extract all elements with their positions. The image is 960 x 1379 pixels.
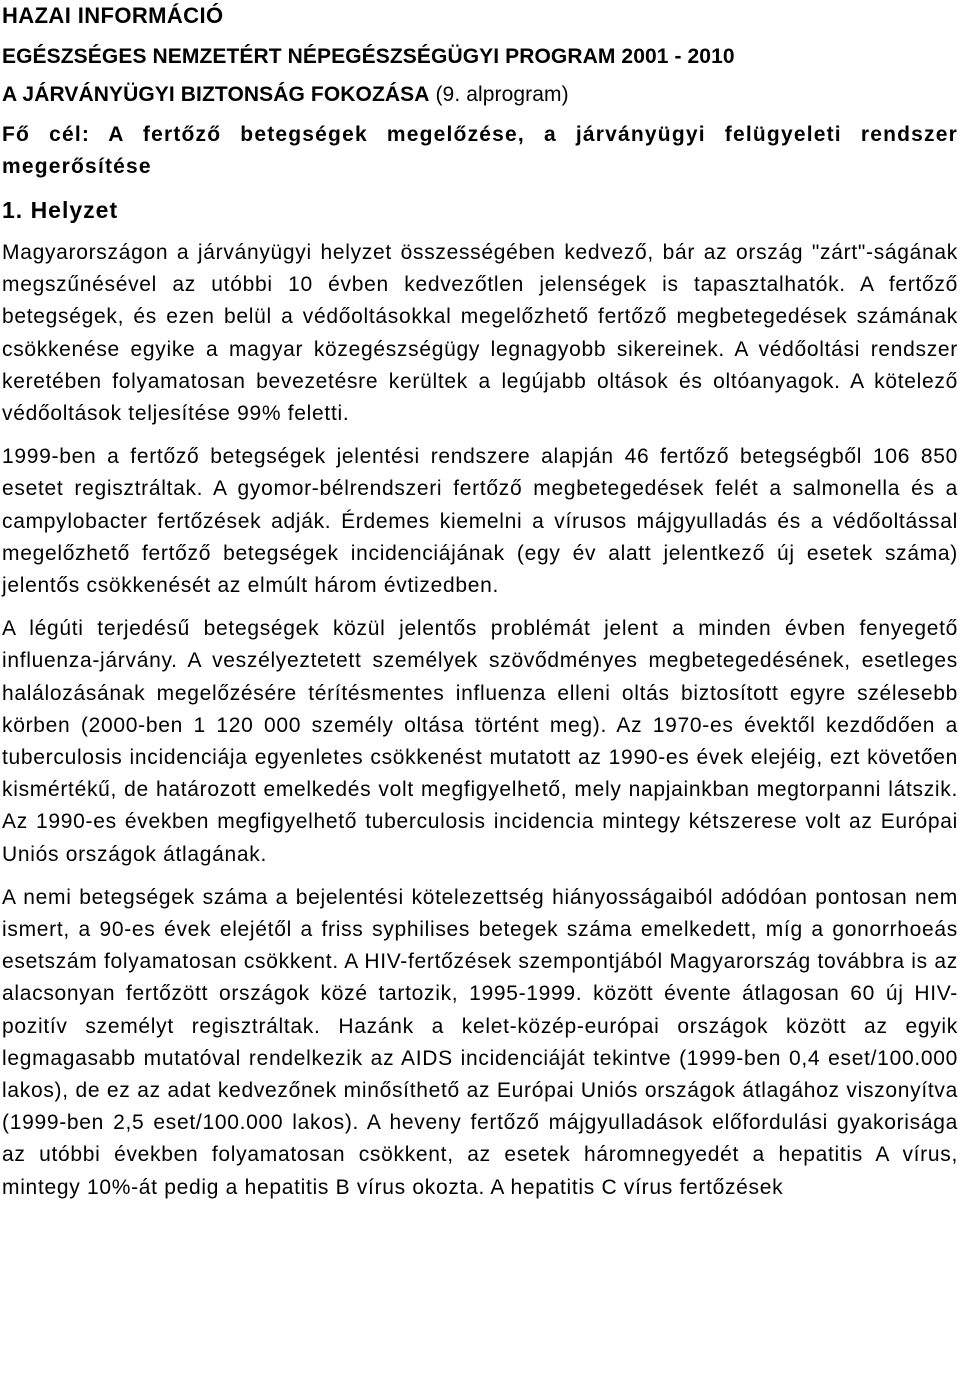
paragraph: 1999-ben a fertőző betegségek jelentési rendszere alapján 46 fertőző betegségből 106 850 esetet regisztráltak. A gyomor-bélrendszeri fertőző megbetegedések felét a salmonella és a campylobacter fertőzések adják. Érdemes kiemelni a vírusos májgyulladás és a védőoltással megelőzhető fertőző betegségek incidenciájának (egy év alatt jelentkező új esetek száma) jelentős csökkenését az elmúlt három évtizedben.	[2, 445, 958, 598]
header-title: HAZAI INFORMÁCIÓ	[2, 3, 224, 28]
section-title: 1. Helyzet	[2, 197, 119, 223]
program-title: EGÉSZSÉGES NEMZETÉRT NÉPEGÉSZSÉGÜGYI PROGRAM 2001 - 2010	[2, 45, 735, 68]
paragraph: Magyarországon a járványügyi helyzet összességében kedvező, bár az ország "zárt"-ságának megszűnésével az utóbbi 10 évben kedvezőtlen jelenségek is tapasztalhatók. A fertőző betegségek, és ezen belül a védőoltásokkal megelőzhető fertőző megbetegedések számának csökkenése egyike a magyar közegészségügy legnagyobb sikereinek. A védőoltási rendszer keretében folyamatosan bevezetésre kerültek a legújabb oltások és oltóanyagok. A kötelező védőoltások teljesítése 99% feletti.	[2, 241, 958, 426]
paragraph: A nemi betegségek száma a bejelentési kötelezettség hiányosságaiból adódóan pontosan nem ismert, a 90-es évek elejétől a friss syphilises betegek száma emelkedett, míg a gonorrhoeás esetszám folyamatosan csökkent. A HIV-fertőzések szempontjából Magyarország továbbra is az alacsonyan fertőzött országok közé tartozik, 1995-1999. között évente átlagosan 60 új HIV-pozitív személyt regisztráltak. Hazánk a kelet-közép-európai országok között az egyik legmagasabb mutatóval rendelkezik az AIDS incidenciáját tekintve (1999-ben 0,4 eset/100.000 lakos), de ez az adat kedvezőnek minősíthető az Európai Uniós országok átlagához viszonyítva (1999-ben 2,5 eset/100.000 lakos). A heveny fertőző májgyulladások előfordulási gyakorisága az utóbbi években folyamatosan csökkent, az esetek háromnegyedét a hepatitis A vírus, mintegy 10%-át pedig a hepatitis B vírus okozta. A hepatitis C vírus fertőzések	[2, 885, 958, 1199]
subprogram-number: (9. alprogram)	[429, 83, 569, 106]
paragraph: A légúti terjedésű betegségek közül jelentős problémát jelent a minden évben fenyegető influenza-járvány. A veszélyeztetett személyek szövődményes megbetegedésének, esetleges halálozásának megelőzésére térítésmentes influenza elleni oltás biztosított egyre szélesebb körben (2000-ben 1 120 000 személy oltása történt meg). Az 1970-es évektől kezdődően a tuberculosis incidenciája egyenletes csökkenést mutatott az 1990-es évek elejéig, ezt követően kismértékű, de határozott emelkedés volt megfigyelhető, mely napjainkban megtorpanni látszik. Az 1990-es években megfigyelhető tuberculosis incidencia mintegy kétszerese volt az Európai Uniós országok átlagának.	[2, 617, 958, 866]
subprogram-name: A JÁRVÁNYÜGYI BIZTONSÁG FOKOZÁSA	[2, 83, 430, 106]
subprogram-title	[2, 81, 958, 108]
main-goal: Fő cél: A fertőző betegségek megelőzése, a járványügyi felügyeleti rendszer megerősítése	[2, 123, 958, 178]
